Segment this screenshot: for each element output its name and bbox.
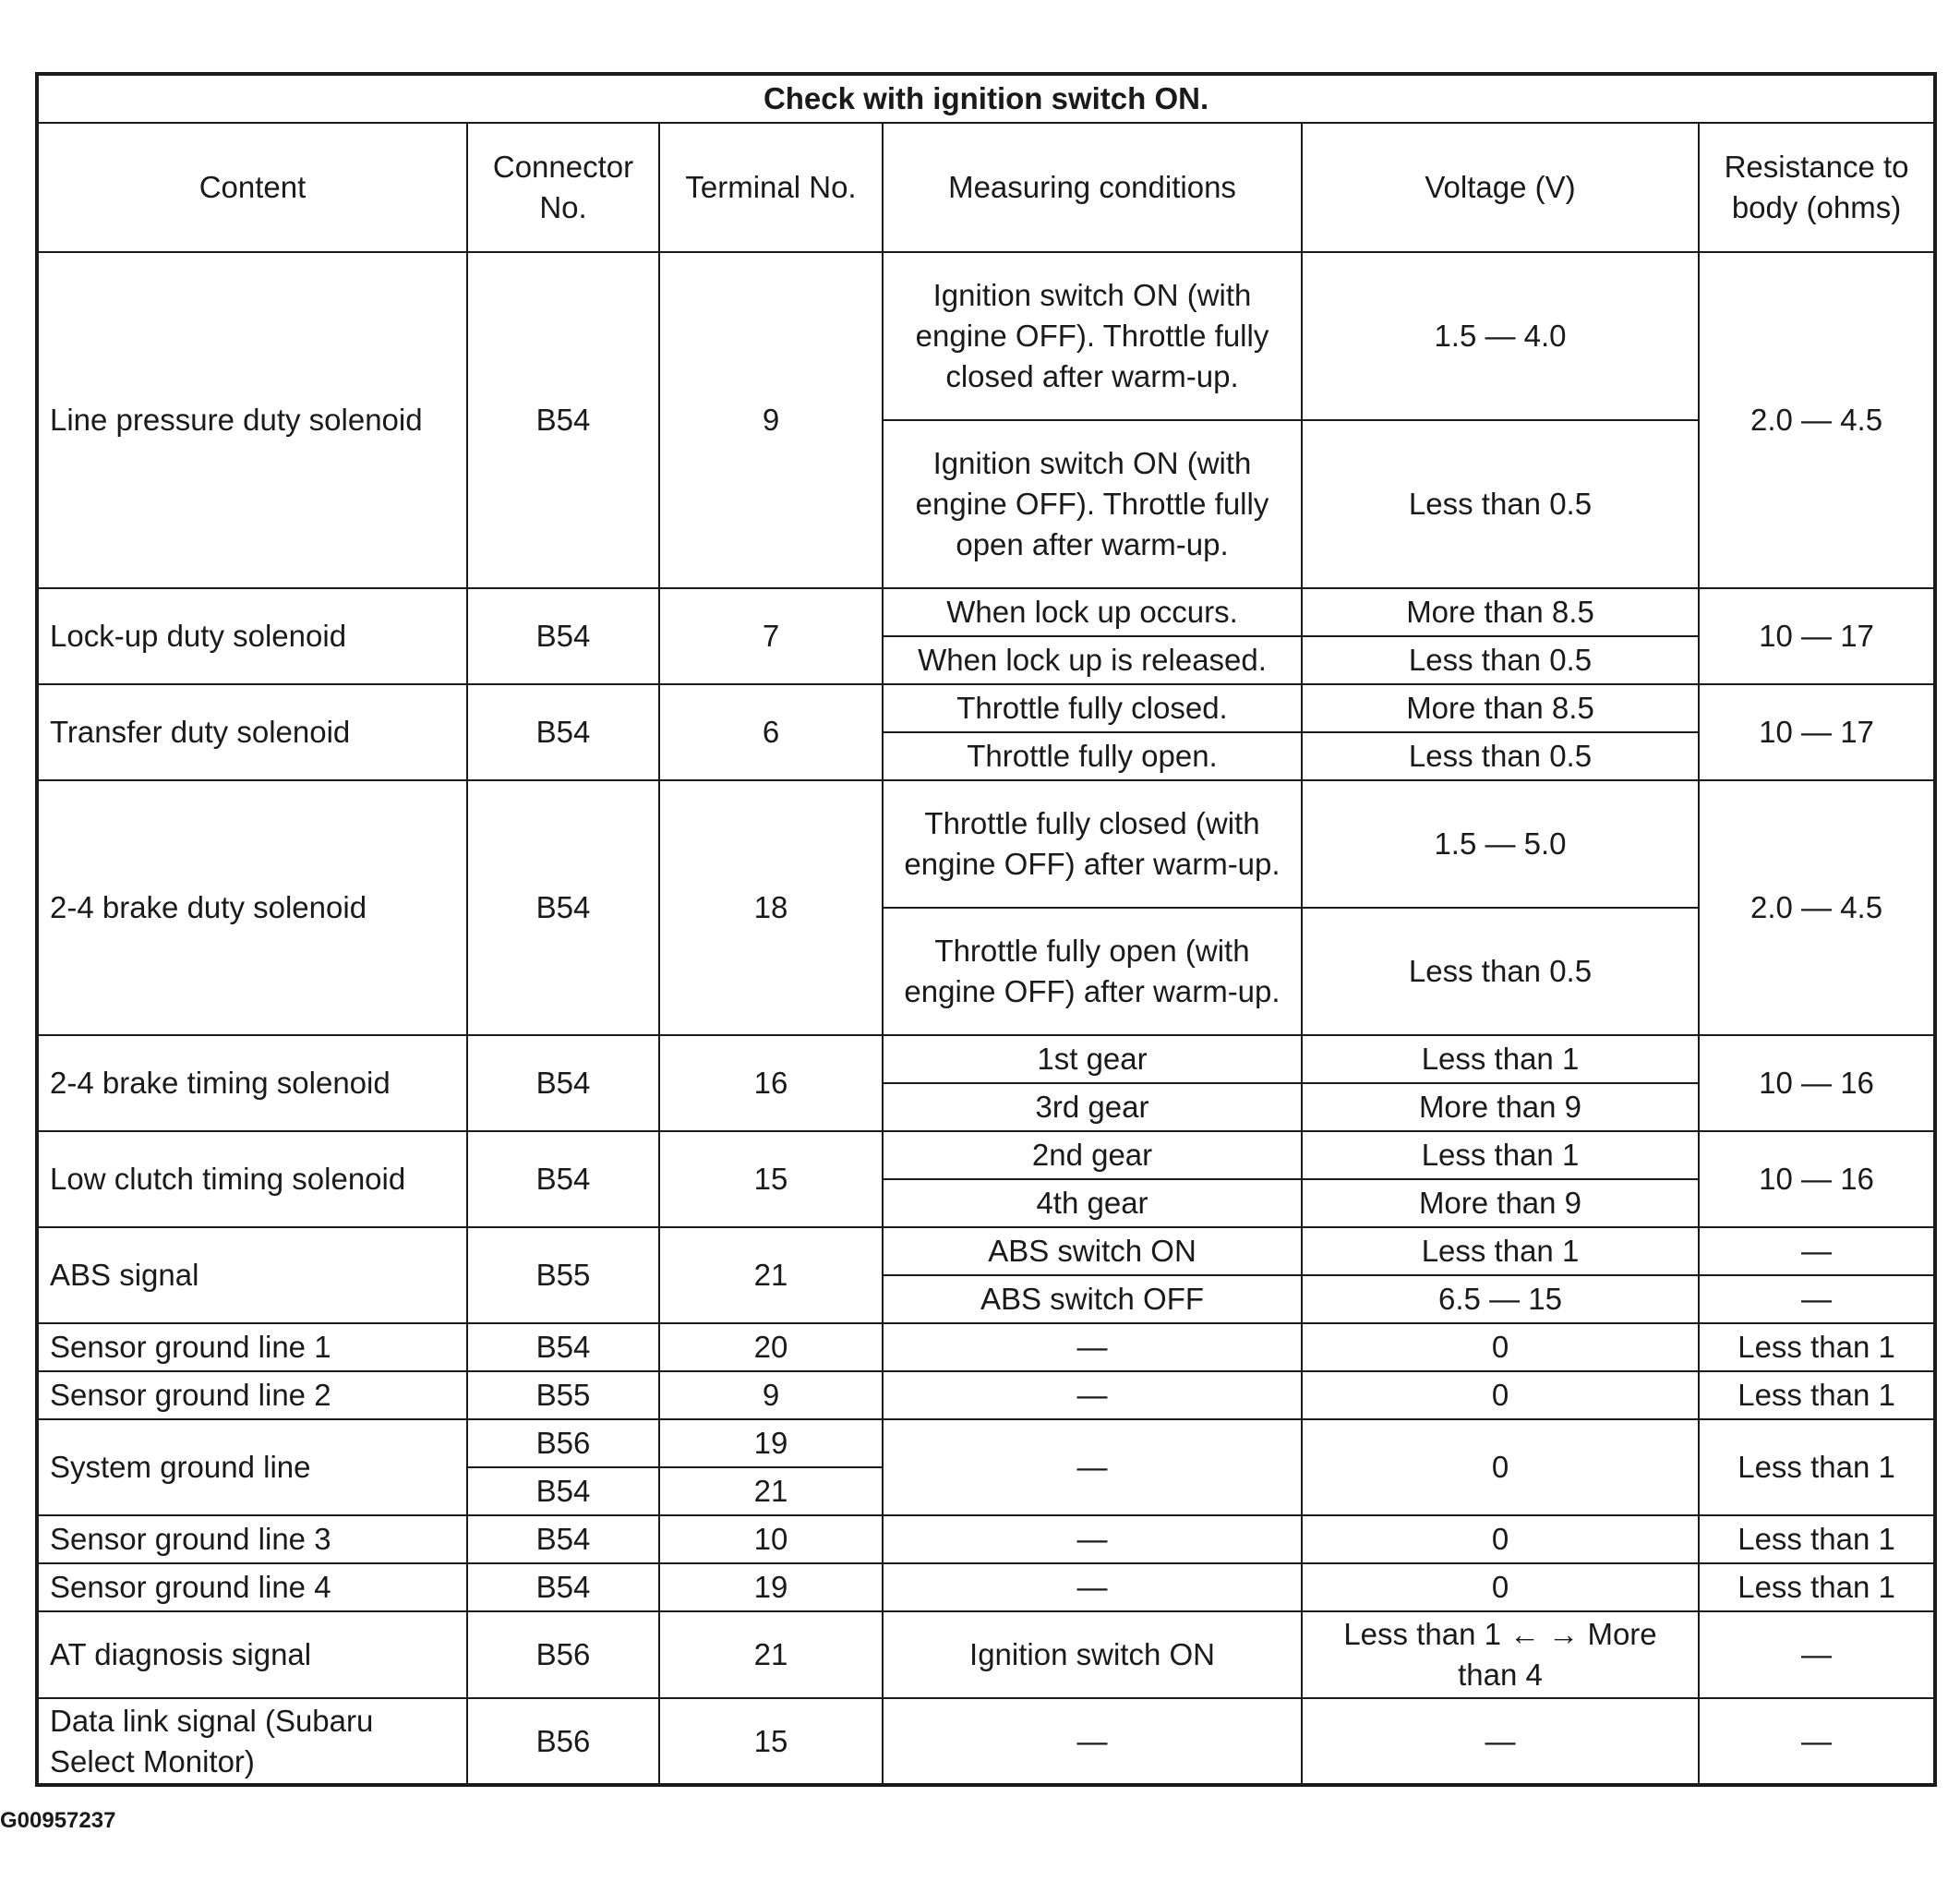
row-condition: Throttle fully open (with engine OFF) after warm-up.	[883, 908, 1302, 1035]
row-content: Sensor ground line 3	[37, 1515, 467, 1563]
row-voltage: 6.5 — 15	[1302, 1275, 1699, 1323]
row-content: Low clutch timing solenoid	[37, 1131, 467, 1227]
row-connector: B55	[467, 1371, 659, 1419]
row-voltage: Less than 0.5	[1302, 636, 1699, 684]
header-connector: Connector No.	[467, 123, 659, 252]
row-condition: —	[883, 1419, 1302, 1515]
row-voltage: Less than 0.5	[1302, 732, 1699, 780]
row-condition: —	[883, 1515, 1302, 1563]
row-terminal: 19	[659, 1563, 883, 1611]
figure-id: G00957237	[0, 1808, 116, 1833]
row-voltage: 0	[1302, 1563, 1699, 1611]
row-voltage: 0	[1302, 1323, 1699, 1371]
row-resistance: Less than 1	[1699, 1371, 1935, 1419]
table-title: Check with ignition switch ON.	[37, 74, 1935, 123]
row-connector: B56	[467, 1611, 659, 1698]
row-resistance: 2.0 — 4.5	[1699, 780, 1935, 1035]
table-row	[37, 1323, 1935, 1371]
row-terminal: 9	[659, 252, 883, 588]
table-row	[37, 780, 1935, 908]
row-connector: B54	[467, 1563, 659, 1611]
row-terminal: 16	[659, 1035, 883, 1131]
row-content: 2-4 brake timing solenoid	[37, 1035, 467, 1131]
row-voltage: 0	[1302, 1419, 1699, 1515]
row-condition: 3rd gear	[883, 1083, 1302, 1131]
row-connector: B56	[467, 1698, 659, 1785]
table-row	[37, 1419, 1935, 1467]
row-voltage: —	[1302, 1698, 1699, 1785]
row-condition: —	[883, 1563, 1302, 1611]
row-voltage: More than 9	[1302, 1083, 1699, 1131]
table-row	[37, 684, 1935, 732]
row-resistance: 10 — 17	[1699, 588, 1935, 684]
row-connector: B54	[467, 780, 659, 1035]
row-voltage: More than 8.5	[1302, 684, 1699, 732]
row-condition: Throttle fully closed.	[883, 684, 1302, 732]
row-connector: B54	[467, 252, 659, 588]
row-voltage: Less than 1	[1302, 1035, 1699, 1083]
header-content: Content	[37, 123, 467, 252]
row-connector: B54	[467, 1131, 659, 1227]
row-connector: B54	[467, 1323, 659, 1371]
row-condition: ABS switch ON	[883, 1227, 1302, 1275]
table-row	[37, 1227, 1935, 1275]
row-condition: Ignition switch ON (with engine OFF). Throttle fully open after warm-up.	[883, 420, 1302, 588]
row-terminal: 7	[659, 588, 883, 684]
row-voltage: 1.5 — 4.0	[1302, 252, 1699, 420]
row-terminal: 21	[659, 1467, 883, 1515]
row-condition: Ignition switch ON	[883, 1611, 1302, 1698]
row-resistance: 10 — 16	[1699, 1035, 1935, 1131]
row-condition: 2nd gear	[883, 1131, 1302, 1179]
row-resistance: 2.0 — 4.5	[1699, 252, 1935, 588]
row-condition: Throttle fully closed (with engine OFF) after warm-up.	[883, 780, 1302, 908]
row-terminal: 6	[659, 684, 883, 780]
row-voltage: Less than 0.5	[1302, 908, 1699, 1035]
row-condition: —	[883, 1323, 1302, 1371]
row-condition: Throttle fully open.	[883, 732, 1302, 780]
row-content: Sensor ground line 1	[37, 1323, 467, 1371]
header-conditions: Measuring conditions	[883, 123, 1302, 252]
row-condition: —	[883, 1698, 1302, 1785]
row-resistance: Less than 1	[1699, 1563, 1935, 1611]
row-content: ABS signal	[37, 1227, 467, 1323]
row-terminal: 10	[659, 1515, 883, 1563]
table-row	[37, 1563, 1935, 1611]
row-content: Sensor ground line 4	[37, 1563, 467, 1611]
row-condition: When lock up is released.	[883, 636, 1302, 684]
row-terminal: 20	[659, 1323, 883, 1371]
row-terminal: 15	[659, 1698, 883, 1785]
row-content: Transfer duty solenoid	[37, 684, 467, 780]
row-voltage: More than 8.5	[1302, 588, 1699, 636]
inspection-table	[35, 72, 1937, 1787]
row-terminal: 15	[659, 1131, 883, 1227]
row-voltage: 0	[1302, 1515, 1699, 1563]
row-connector: B54	[467, 1515, 659, 1563]
row-voltage: 0	[1302, 1371, 1699, 1419]
table-row	[37, 1515, 1935, 1563]
table-row	[37, 1611, 1935, 1698]
row-content: Line pressure duty solenoid	[37, 252, 467, 588]
row-condition: —	[883, 1371, 1302, 1419]
row-terminal: 21	[659, 1227, 883, 1323]
row-connector: B55	[467, 1227, 659, 1323]
header-terminal: Terminal No.	[659, 123, 883, 252]
row-terminal: 9	[659, 1371, 883, 1419]
row-content: AT diagnosis signal	[37, 1611, 467, 1698]
row-resistance: —	[1699, 1275, 1935, 1323]
row-content: System ground line	[37, 1419, 467, 1515]
row-resistance: —	[1699, 1698, 1935, 1785]
table-row	[37, 588, 1935, 636]
row-voltage: Less than 1	[1302, 1131, 1699, 1179]
row-condition: When lock up occurs.	[883, 588, 1302, 636]
row-connector: B54	[467, 588, 659, 684]
row-condition: ABS switch OFF	[883, 1275, 1302, 1323]
table-row	[37, 1035, 1935, 1083]
row-resistance: —	[1699, 1611, 1935, 1698]
header-resistance: Resistance to body (ohms)	[1699, 123, 1935, 252]
row-connector: B54	[467, 684, 659, 780]
row-voltage: Less than 1 ← → More than 4	[1302, 1611, 1699, 1698]
row-terminal: 21	[659, 1611, 883, 1698]
row-resistance: 10 — 16	[1699, 1131, 1935, 1227]
row-voltage: Less than 0.5	[1302, 420, 1699, 588]
table-row	[37, 1698, 1935, 1785]
row-terminal: 19	[659, 1419, 883, 1467]
row-voltage: Less than 1	[1302, 1227, 1699, 1275]
row-connector: B54	[467, 1467, 659, 1515]
row-content: 2-4 brake duty solenoid	[37, 780, 467, 1035]
row-resistance: Less than 1	[1699, 1515, 1935, 1563]
row-terminal: 18	[659, 780, 883, 1035]
row-content: Lock-up duty solenoid	[37, 588, 467, 684]
row-content: Data link signal (Subaru Select Monitor)	[37, 1698, 467, 1785]
row-condition: 4th gear	[883, 1179, 1302, 1227]
row-condition: Ignition switch ON (with engine OFF). Throttle fully closed after warm-up.	[883, 252, 1302, 420]
table-row	[37, 1131, 1935, 1179]
row-connector: B56	[467, 1419, 659, 1467]
row-resistance: Less than 1	[1699, 1323, 1935, 1371]
row-resistance: Less than 1	[1699, 1419, 1935, 1515]
header-voltage: Voltage (V)	[1302, 123, 1699, 252]
row-condition: 1st gear	[883, 1035, 1302, 1083]
table-row	[37, 252, 1935, 420]
row-voltage: More than 9	[1302, 1179, 1699, 1227]
row-connector: B54	[467, 1035, 659, 1131]
table-row	[37, 1371, 1935, 1419]
row-resistance: 10 — 17	[1699, 684, 1935, 780]
row-content: Sensor ground line 2	[37, 1371, 467, 1419]
row-resistance: —	[1699, 1227, 1935, 1275]
row-voltage: 1.5 — 5.0	[1302, 780, 1699, 908]
